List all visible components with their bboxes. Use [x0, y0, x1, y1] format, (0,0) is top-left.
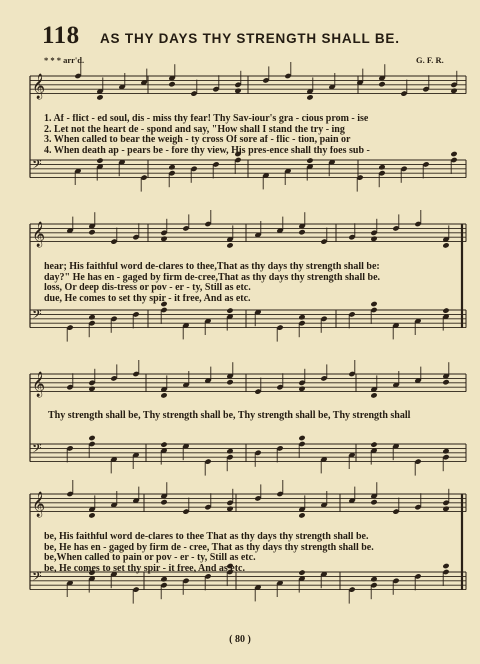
note-head: [88, 314, 95, 320]
stanza-block-2: [44, 262, 464, 304]
treble-clef-icon: 𝄞: [32, 222, 46, 247]
note-head: [378, 81, 385, 87]
stanza-line: loss, Or deep dis-tress or pov - er - ty, Still as etc.: [44, 283, 251, 294]
note-head: [88, 229, 95, 235]
note-head: [298, 386, 305, 392]
note-head: [160, 576, 167, 582]
note-head: [370, 236, 377, 242]
note-head: [234, 88, 241, 94]
stanza-line: 2. Let not the heart de - spond and say, "How shall I stand the try - ing: [44, 124, 345, 135]
hymn-title: AS THY DAYS THY STRENGTH SHALL BE.: [100, 31, 400, 46]
treble-clef-icon: 𝄞: [32, 372, 46, 397]
stanza-line: 3. When called to bear the weigh - ty cross Of sore af - flic - tion, pain or: [44, 135, 351, 146]
stanza-line: due, He comes to set thy spir - it free, And as etc.: [44, 293, 251, 304]
note-head: [370, 499, 377, 505]
note-head: [442, 242, 449, 248]
note-head: [306, 94, 313, 100]
note-head: [96, 94, 103, 100]
arranger-credit: * * * arr'd.: [44, 55, 85, 65]
note-head: [298, 229, 305, 235]
note-head: [160, 236, 167, 242]
note-head: [168, 81, 175, 87]
note-head: [298, 314, 305, 320]
note-head: [450, 88, 457, 94]
bass-clef-icon: 𝄢: [32, 441, 42, 459]
page-number: ( 80 ): [229, 634, 251, 645]
note-head: [160, 499, 167, 505]
stanza-line: be, He comes to set thy spir - it free, And as etc.: [44, 563, 245, 574]
note-head: [88, 435, 95, 441]
note-head: [88, 386, 95, 392]
note-head: [370, 441, 377, 447]
note-head: [370, 392, 377, 398]
note-head: [168, 164, 175, 170]
note-head: [442, 506, 449, 512]
bass-clef-icon: 𝄢: [32, 307, 42, 325]
stanza-line: 4. When death ap - pears be - fore thy view, His pres-ence shall thy foes sub -: [44, 145, 370, 156]
note-head: [298, 512, 305, 518]
note-head: [442, 448, 449, 454]
composer-credit: G. F. R.: [416, 55, 444, 65]
stanza-line: be, His faithful word de-clares to thee That as thy days thy strength shall be.: [44, 532, 369, 542]
refrain-line: Thy strength shall be, Thy strength shall be, Thy strength shall be, Thy strength shall: [48, 410, 411, 421]
stanza-line: be,When called to pain or pov - er - ty, Still as etc.: [44, 553, 256, 564]
note-head: [88, 512, 95, 518]
note-head: [226, 379, 233, 385]
stanza-line: be, He has en - gaged by firm de - cree, That as thy days thy strength shall be.: [44, 542, 374, 553]
stanza-line: day?" He has en - gaged by firm de-cree,That as thy days thy strength shall be.: [44, 272, 381, 283]
hymn-number: 118: [42, 22, 80, 49]
note-head: [226, 448, 233, 454]
bass-clef-icon: 𝄢: [32, 569, 42, 587]
note-head: [442, 307, 449, 313]
stanza-line: hear; His faithful word de-clares to thee,That as thy days thy strength shall be:: [44, 262, 380, 272]
note-head: [160, 441, 167, 447]
note-head: [442, 379, 449, 385]
note-head: [378, 164, 385, 170]
note-head: [160, 392, 167, 398]
note-head: [298, 435, 305, 441]
note-head: [226, 242, 233, 248]
note-head: [226, 506, 233, 512]
note-head: [96, 157, 103, 163]
stanza-block-1: [44, 114, 464, 156]
note-head: [306, 157, 313, 163]
stanza-block-3: [44, 532, 464, 574]
treble-clef-icon: 𝄞: [32, 492, 46, 517]
treble-clef-icon: 𝄞: [32, 74, 46, 99]
note-head: [226, 307, 233, 313]
note-head: [370, 576, 377, 582]
stanza-line: 1. Af - flict - ed soul, dis - miss thy fear! Thy Sav-iour's gra - cious prom - ise: [44, 114, 369, 124]
bass-clef-icon: 𝄢: [32, 157, 42, 175]
